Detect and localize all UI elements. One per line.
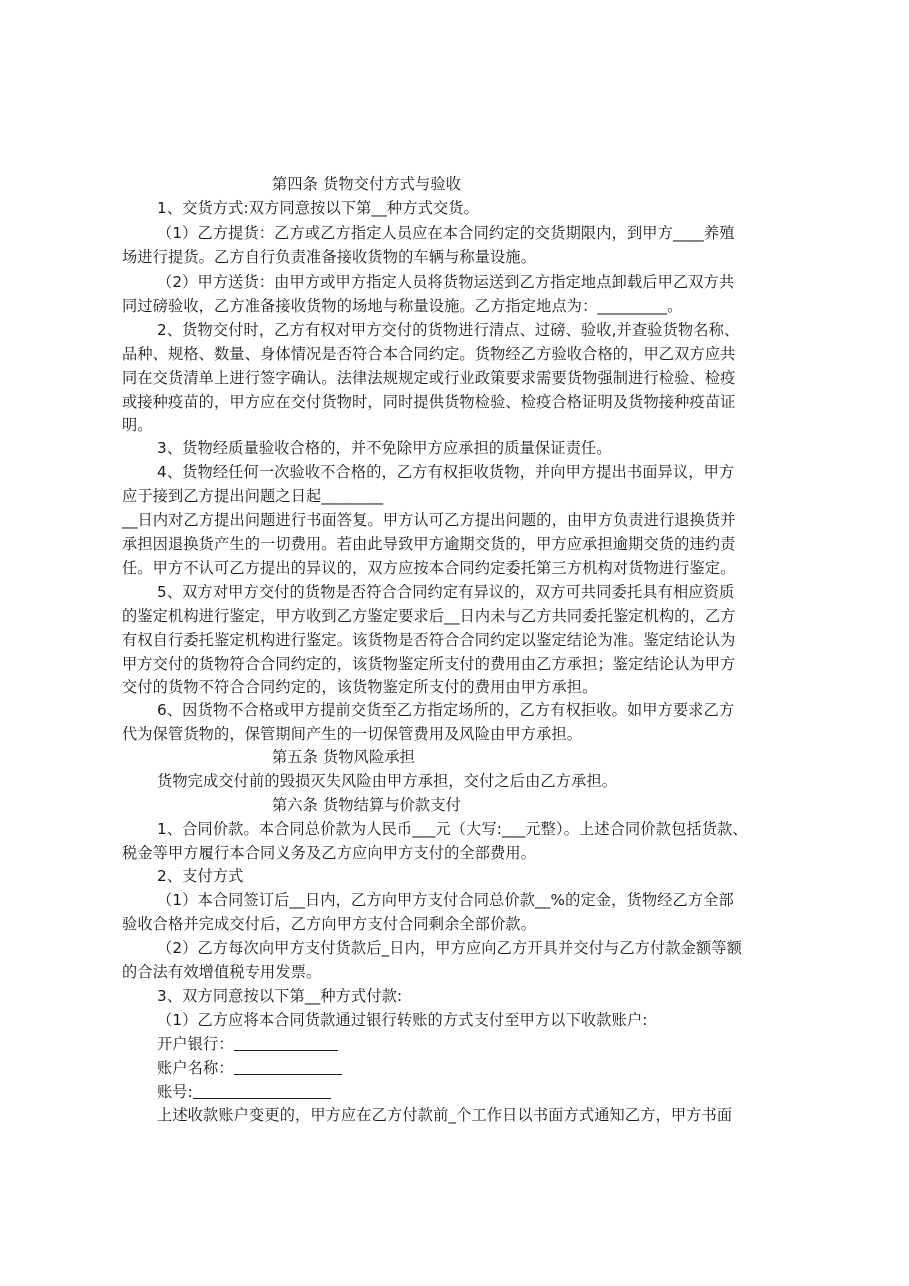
bank-name-label: 开户银行： bbox=[157, 1035, 234, 1053]
paragraph-line: 承担因退换货产生的一切费用。若由此导致甲方逾期交货的，甲方应承担逾期交货的违约责 bbox=[122, 535, 736, 553]
paragraph-line: 交付的货物不符合合同约定的，该货物鉴定所支付的费用由甲方承担。 bbox=[122, 678, 598, 696]
paragraph-line: 1、合同价款。本合同总价款为人民币___元（大写:___元整）。上述合同价款包括货款、 bbox=[157, 820, 748, 838]
paragraph-line: 甲方交付的货物符合合同约定的，该货物鉴定所支付的费用由乙方承担；鉴定结论认为甲方 bbox=[122, 655, 736, 673]
article-5-heading: 第五条 货物风险承担 bbox=[272, 748, 416, 766]
paragraph-line: __日内对乙方提出问题进行书面答复。甲方认可乙方提出问题的，由甲方负责进行退换货并 bbox=[122, 511, 736, 529]
bank-name-field bbox=[157, 1032, 338, 1056]
paragraph-line: 品种、规格、数量、身体情况是否符合本合同约定。货物经乙方验收合格的，甲乙双方应共 bbox=[122, 345, 736, 363]
paragraph-line: 的鉴定机构进行鉴定，甲方收到乙方鉴定要求后__日内未与乙方共同委托鉴定机构的，乙方 bbox=[122, 607, 736, 625]
paragraph-line: 2、支付方式 bbox=[157, 867, 244, 885]
paragraph-line: （1）本合同签订后__日内，乙方向甲方支付合同总价款__%的定金，货物经乙方全部 bbox=[157, 891, 734, 909]
paragraph-line: 明。 bbox=[122, 416, 153, 434]
paragraph-line: 3、货物经质量验收合格的，并不免除甲方应承担的质量保证责任。 bbox=[157, 439, 612, 457]
paragraph-line: 的合法有效增值税专用发票。 bbox=[122, 963, 322, 981]
paragraph-line: 同在交货清单上进行签字确认。法律法规规定或行业政策要求需要货物强制进行检验、检疫 bbox=[122, 369, 736, 387]
account-name-field bbox=[157, 1056, 342, 1080]
account-name-label: 账户名称： bbox=[157, 1059, 234, 1077]
paragraph-line: 5、双方对甲方交付的货物是否符合合同约定有异议的，双方可共同委托具有相应资质 bbox=[157, 583, 735, 601]
paragraph-line: 4、货物经任何一次验收不合格的，乙方有权拒收货物，并向甲方提出书面异议，甲方 bbox=[157, 463, 735, 481]
article-6-heading: 第六条 货物结算与价款支付 bbox=[272, 796, 462, 814]
paragraph-line: 场进行提货。乙方自行负责准备接收货物的车辆与称量设施。 bbox=[122, 248, 537, 266]
article-4-heading: 第四条 货物交付方式与验收 bbox=[272, 175, 462, 193]
paragraph-line: 代为保管货物的，保管期间产生的一切保管费用及风险由甲方承担。 bbox=[122, 725, 583, 743]
paragraph-line: （1）乙方提货：乙方或乙方指定人员应在本合同约定的交货期限内，到甲方____养殖 bbox=[157, 224, 735, 242]
paragraph-line: （1）乙方应将本合同货款通过银行转账的方式支付至甲方以下收款账户: bbox=[157, 1011, 648, 1029]
account-number-field bbox=[157, 1080, 331, 1104]
paragraph-line: （2）甲方送货：由甲方或甲方指定人员将货物运送到乙方指定地点卸载后甲乙双方共 bbox=[157, 273, 735, 291]
paragraph-line: 有权自行委托鉴定机构进行鉴定。该货物是否符合合同约定以鉴定结论为准。鉴定结论认为 bbox=[122, 631, 736, 649]
paragraph-line: 应于接到乙方提出问题之日起________ bbox=[122, 487, 384, 505]
paragraph-line: 1、交货方式:双方同意按以下第__种方式交货。 bbox=[157, 199, 479, 217]
account-name-blank bbox=[234, 1058, 342, 1075]
paragraph-line: 税金等甲方履行本合同义务及乙方应向甲方支付的全部费用。 bbox=[122, 844, 537, 862]
account-number-label: 账号: bbox=[157, 1083, 193, 1101]
paragraph-line: （2）乙方每次向甲方支付货款后_日内，甲方应向乙方开具并交付与乙方付款金额等额 bbox=[157, 939, 743, 957]
paragraph-line: 6、因货物不合格或甲方提前交货至乙方指定场所的，乙方有权拒收。如甲方要求乙方 bbox=[157, 701, 735, 719]
paragraph-line: 上述收款账户变更的，甲方应在乙方付款前_个工作日以书面方式通知乙方，甲方书面 bbox=[157, 1106, 733, 1124]
paragraph-line: 2、货物交付时，乙方有权对甲方交付的货物进行清点、过磅、验收,并查验货物名称、 bbox=[157, 321, 740, 339]
paragraph-line: 验收合格并完成交付后，乙方向甲方支付合同剩余全部价款。 bbox=[122, 915, 537, 933]
paragraph-line: 同过磅验收，乙方准备接收货物的场地与称量设施。乙方指定地点为：_________。 bbox=[122, 297, 683, 315]
paragraph-line: 或接种疫苗的，甲方应在交付货物时，同时提供货物检验、检疫合格证明及货物接种疫苗证 bbox=[122, 393, 736, 411]
account-number-blank bbox=[193, 1082, 331, 1099]
paragraph-line: 任。甲方不认可乙方提出的异议的，双方应按本合同约定委托第三方机构对货物进行鉴定。 bbox=[122, 559, 736, 577]
paragraph-line: 3、双方同意按以下第__种方式付款: bbox=[157, 987, 403, 1005]
paragraph-line: 货物完成交付前的毁损灭失风险由甲方承担，交付之后由乙方承担。 bbox=[157, 772, 618, 790]
bank-name-blank bbox=[234, 1034, 338, 1051]
